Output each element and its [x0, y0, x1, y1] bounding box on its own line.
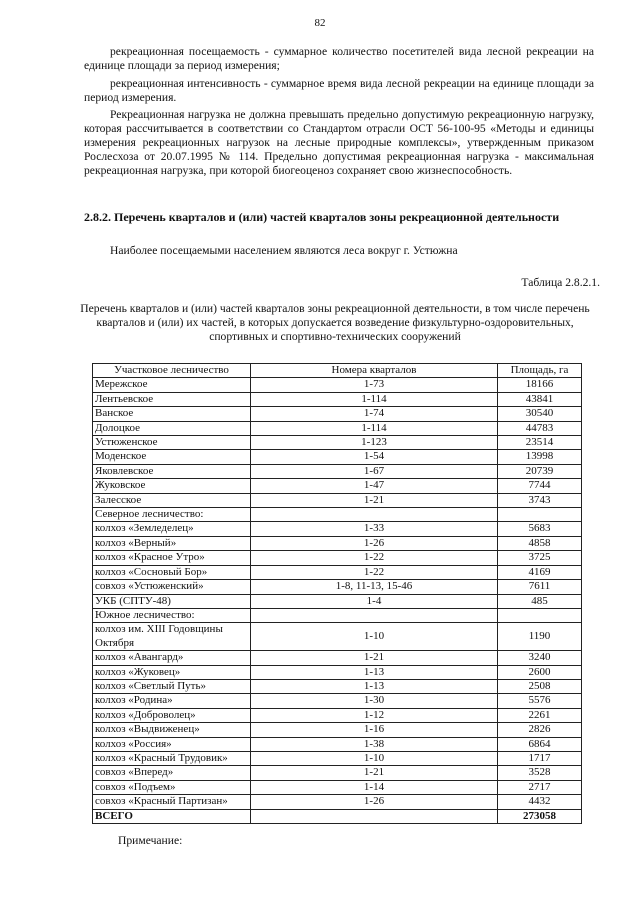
- table-row: [93, 493, 582, 507]
- table-row: [93, 694, 582, 708]
- cell-forestry: УКБ (СПТУ-48): [93, 594, 251, 608]
- table-row: [93, 795, 582, 809]
- cell-area: 6864: [498, 737, 582, 751]
- table-row: [93, 551, 582, 565]
- table-body: [93, 378, 582, 824]
- cell-quarters: 1-8, 11-13, 15-46: [251, 580, 498, 594]
- cell-quarters: 1-13: [251, 679, 498, 693]
- cell-area: 43841: [498, 392, 582, 406]
- cell-quarters: 1-12: [251, 708, 498, 722]
- cell-forestry: совхоз «Устюженский»: [93, 580, 251, 594]
- cell-forestry: колхоз «Россия»: [93, 737, 251, 751]
- cell-forestry: колхоз «Доброволец»: [93, 708, 251, 722]
- table-row: [93, 780, 582, 794]
- cell-quarters: 1-74: [251, 407, 498, 421]
- table-row: [93, 580, 582, 594]
- note-label: Примечание:: [118, 834, 183, 847]
- cell-quarters: 1-21: [251, 493, 498, 507]
- cell-quarters: 1-33: [251, 522, 498, 536]
- table-row: [93, 536, 582, 550]
- cell-quarters: 1-47: [251, 479, 498, 493]
- cell-quarters: 1-26: [251, 795, 498, 809]
- paragraph-recreational-intensity: рекреационная интенсивность - суммарное время вида лесной рекреации на единице площади за период измерения.: [84, 77, 594, 104]
- cell-forestry: колхоз «Родина»: [93, 694, 251, 708]
- table-row: [93, 766, 582, 780]
- cell-quarters: 1-114: [251, 392, 498, 406]
- cell-quarters: [251, 508, 498, 522]
- page-number: 82: [314, 17, 326, 29]
- cell-area: 5576: [498, 694, 582, 708]
- table-row: [93, 464, 582, 478]
- cell-area: 2600: [498, 665, 582, 679]
- table-row: [93, 378, 582, 392]
- table-row: [93, 608, 582, 622]
- cell-area: 2826: [498, 723, 582, 737]
- table-label: Таблица 2.8.2.1.: [521, 276, 600, 289]
- cell-forestry: Лентьевское: [93, 392, 251, 406]
- cell-quarters: 1-30: [251, 694, 498, 708]
- header-forestry: Участковое лесничество: [93, 364, 251, 378]
- cell-forestry: Мережское: [93, 378, 251, 392]
- cell-area: 2717: [498, 780, 582, 794]
- cell-area: 4169: [498, 565, 582, 579]
- cell-forestry: Южное лесничество:: [93, 608, 251, 622]
- cell-area: 3725: [498, 551, 582, 565]
- cell-forestry: Северное лесничество:: [93, 508, 251, 522]
- cell-quarters: [251, 809, 498, 823]
- table-row: [93, 565, 582, 579]
- cell-area: 3743: [498, 493, 582, 507]
- cell-quarters: 1-67: [251, 464, 498, 478]
- cell-quarters: 1-10: [251, 623, 498, 651]
- cell-forestry: колхоз им. XIII Годовщины Октября: [93, 623, 251, 651]
- table-row: [93, 407, 582, 421]
- cell-quarters: 1-114: [251, 421, 498, 435]
- cell-forestry: Залесское: [93, 493, 251, 507]
- table-total-row: [93, 809, 582, 823]
- table-row: [93, 737, 582, 751]
- paragraph-recreational-load: Рекреационная нагрузка не должна превышать предельно допустимую рекреационную нагрузку, которая рассчитывается в соответствии со Стандартом отрасли ОСТ 56-100-95 «Методы и единицы измерения рекреационных нагрузок на лесные природные комплексы», утвержденным приказом Рослесхоза от 20.07.1995 № 114. Предельно допустимая рекреационная нагрузка - максимальная рекреационная нагрузка, при которой биогеоценоз сохраняет свою жизнеспособность.: [84, 108, 594, 177]
- paragraph-recreational-attendance: рекреационная посещаемость - суммарное количество посетителей вида лесной рекреации на единице площади за период измерения;: [84, 45, 594, 72]
- header-area: Площадь, га: [498, 364, 582, 378]
- cell-area: 3240: [498, 651, 582, 665]
- cell-forestry: колхоз «Выдвиженец»: [93, 723, 251, 737]
- cell-quarters: 1-13: [251, 665, 498, 679]
- cell-area: 2508: [498, 679, 582, 693]
- cell-area: 273058: [498, 809, 582, 823]
- table-header-row: [93, 364, 582, 378]
- table-row: [93, 594, 582, 608]
- cell-area: 23514: [498, 436, 582, 450]
- cell-forestry: Яковлевское: [93, 464, 251, 478]
- cell-quarters: 1-16: [251, 723, 498, 737]
- header-quarters: Номера кварталов: [251, 364, 498, 378]
- cell-quarters: 1-73: [251, 378, 498, 392]
- cell-area: 1190: [498, 623, 582, 651]
- cell-quarters: 1-54: [251, 450, 498, 464]
- table-row: [93, 436, 582, 450]
- cell-area: 7611: [498, 580, 582, 594]
- cell-area: 3528: [498, 766, 582, 780]
- cell-quarters: [251, 608, 498, 622]
- cell-area: 18166: [498, 378, 582, 392]
- cell-quarters: 1-4: [251, 594, 498, 608]
- cell-forestry: совхоз «Подъем»: [93, 780, 251, 794]
- forestry-table: [92, 363, 582, 824]
- cell-forestry: колхоз «Красное Утро»: [93, 551, 251, 565]
- cell-quarters: 1-123: [251, 436, 498, 450]
- cell-forestry: колхоз «Жуковец»: [93, 665, 251, 679]
- cell-area: 44783: [498, 421, 582, 435]
- cell-area: 2261: [498, 708, 582, 722]
- cell-quarters: 1-10: [251, 751, 498, 765]
- cell-area: 5683: [498, 522, 582, 536]
- cell-forestry: Долоцкое: [93, 421, 251, 435]
- cell-forestry: колхоз «Земледелец»: [93, 522, 251, 536]
- cell-quarters: 1-22: [251, 551, 498, 565]
- cell-area: 7744: [498, 479, 582, 493]
- section-title: 2.8.2. Перечень кварталов и (или) частей кварталов зоны рекреационной деятельности: [84, 210, 560, 224]
- cell-area: 20739: [498, 464, 582, 478]
- cell-area: 13998: [498, 450, 582, 464]
- cell-forestry: совхоз «Вперед»: [93, 766, 251, 780]
- table-row: [93, 723, 582, 737]
- cell-quarters: 1-21: [251, 766, 498, 780]
- cell-forestry: Ванское: [93, 407, 251, 421]
- table-row: [93, 479, 582, 493]
- cell-area: [498, 608, 582, 622]
- cell-quarters: 1-22: [251, 565, 498, 579]
- cell-forestry: колхоз «Авангард»: [93, 651, 251, 665]
- cell-forestry: Моденское: [93, 450, 251, 464]
- cell-area: 30540: [498, 407, 582, 421]
- table-row: [93, 450, 582, 464]
- cell-forestry: Жуковское: [93, 479, 251, 493]
- table-row: [93, 421, 582, 435]
- cell-forestry: ВСЕГО: [93, 809, 251, 823]
- table-row: [93, 392, 582, 406]
- cell-forestry: колхоз «Светлый Путь»: [93, 679, 251, 693]
- cell-forestry: колхоз «Верный»: [93, 536, 251, 550]
- cell-area: 4432: [498, 795, 582, 809]
- cell-quarters: 1-21: [251, 651, 498, 665]
- cell-forestry: Устюженское: [93, 436, 251, 450]
- table-row: [93, 665, 582, 679]
- table-row: [93, 522, 582, 536]
- table-caption: Перечень кварталов и (или) частей кварталов зоны рекреационной деятельности, в том числе перечень кварталов и (или) их частей, в которых допускается возведение физкультурно-оздоровительных, спортивных и спортивно-технических сооружений: [80, 302, 590, 343]
- cell-area: [498, 508, 582, 522]
- cell-forestry: колхоз «Сосновый Бор»: [93, 565, 251, 579]
- cell-forestry: совхоз «Красный Партизан»: [93, 795, 251, 809]
- cell-area: 485: [498, 594, 582, 608]
- table-row: [93, 623, 582, 651]
- table-row: [93, 651, 582, 665]
- intro-text: Наиболее посещаемыми населением являются леса вокруг г. Устюжна: [110, 244, 458, 257]
- table-row: [93, 751, 582, 765]
- cell-area: 1717: [498, 751, 582, 765]
- table-row: [93, 679, 582, 693]
- cell-quarters: 1-26: [251, 536, 498, 550]
- cell-quarters: 1-38: [251, 737, 498, 751]
- table-row: [93, 508, 582, 522]
- cell-quarters: 1-14: [251, 780, 498, 794]
- table-row: [93, 708, 582, 722]
- cell-area: 4858: [498, 536, 582, 550]
- cell-forestry: колхоз «Красный Трудовик»: [93, 751, 251, 765]
